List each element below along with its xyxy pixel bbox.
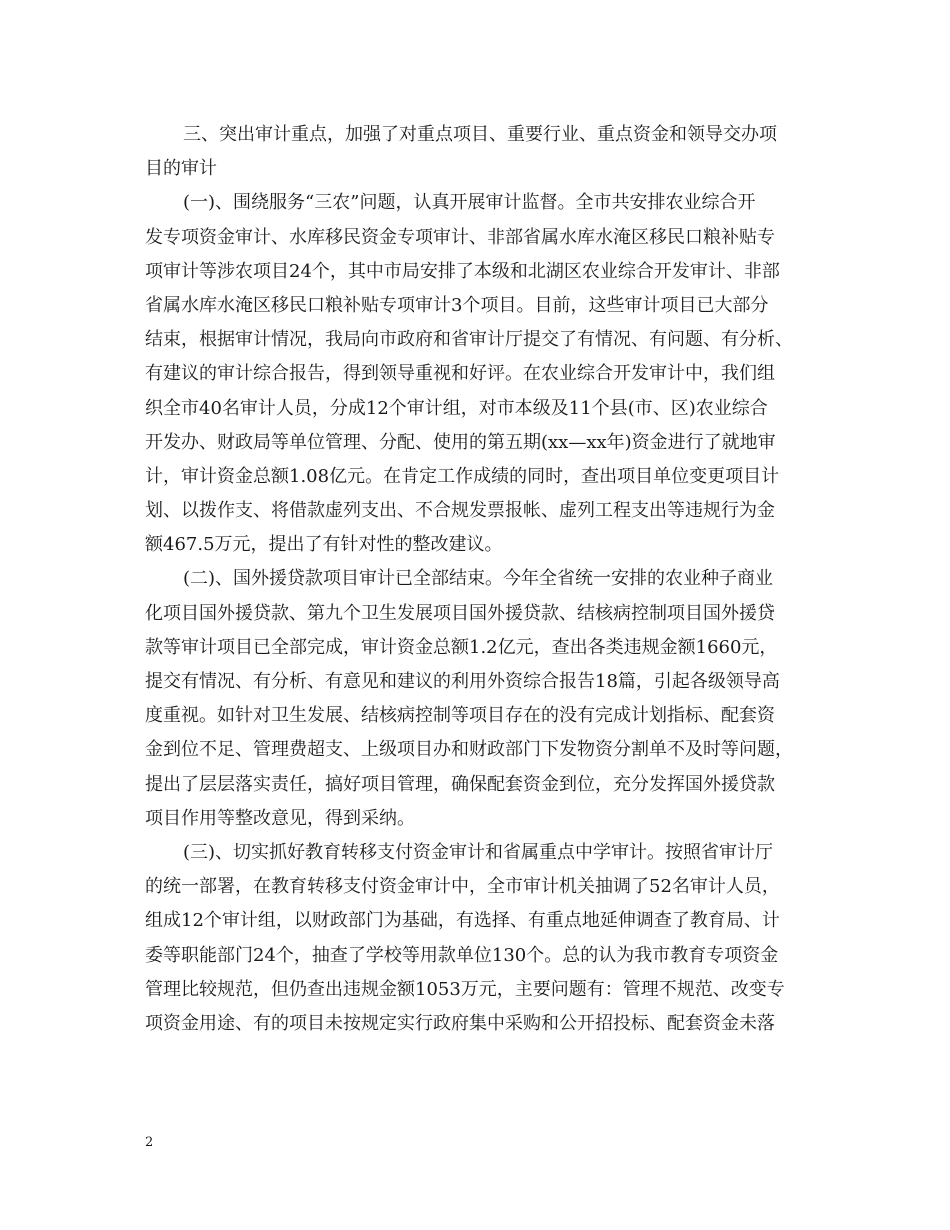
text-line: 计，审计资金总额1.08亿元。在肯定工作成绩的同时，查出项目单位变更项目计 xyxy=(145,465,780,487)
text-line: 度重视。如针对卫生发展、结核病控制等项目存在的没有完成计划指标、配套资 xyxy=(145,705,775,727)
text-line: (二)、国外援贷款项目审计已全部结束。今年全省统一安排的农业种子商业 xyxy=(183,568,774,590)
text-line: 的统一部署，在教育转移支付资金审计中，全市审计机关抽调了52名审计人员， xyxy=(145,876,780,898)
text-line: 提出了层层落实责任，搞好项目管理，确保配套资金到位，充分发挥国外援贷款 xyxy=(145,773,775,795)
body-text xyxy=(145,118,810,1041)
text-line: 款等审计项目已全部完成，审计资金总额1.2亿元，查出各类违规金额1660元， xyxy=(145,636,778,658)
text-line: 有建议的审计综合报告，得到领导重视和好评。在农业综合开发审计中，我们组 xyxy=(145,363,775,385)
text-line: 项资金用途、有的项目未按规定实行政府集中采购和公开招投标、配套资金未落 xyxy=(145,1012,775,1034)
text-line: 化项目国外援贷款、第九个卫生发展项目国外援贷款、结核病控制项目国外援贷 xyxy=(145,602,775,624)
text-line: 目的审计 xyxy=(145,158,217,180)
text-line: (一)、围绕服务“三农”问题，认真开展审计监督。全市共安排农业综合开 xyxy=(183,192,756,214)
text-line: 项目作用等整改意见，得到采纳。 xyxy=(145,807,415,829)
text-line: 委等职能部门24个，抽查了学校等用款单位130个。总的认为我市教育专项资金 xyxy=(145,944,779,966)
text-line: (三)、切实抓好教育转移支付资金审计和省属重点中学审计。按照省审计厅 xyxy=(183,841,774,863)
text-line: 金到位不足、管理费超支、上级项目办和财政部门下发物资分割单不及时等问题， xyxy=(145,739,793,761)
text-line: 划、以拨作支、将借款虚列支出、不合规发票报帐、虚列工程支出等违规行为金 xyxy=(145,500,775,522)
text-line: 管理比较规范，但仍查出违规金额1053万元，主要问题有：管理不规范、改变专 xyxy=(145,978,785,1000)
text-line: 组成12个审计组，以财政部门为基础，有选择、有重点地延伸调查了教育局、计 xyxy=(145,910,780,932)
text-line: 省属水库水淹区移民口粮补贴专项审计3个项目。目前，这些审计项目已大部分 xyxy=(145,294,769,316)
text-line: 提交有情况、有分析、有意见和建议的利用外资综合报告18篇，引起各级领导高 xyxy=(145,671,780,692)
page-number: 2 xyxy=(145,1135,154,1150)
text-line: 织全市40名审计人员，分成12个审计组，对市本级及11个县(市、区)农业综合 xyxy=(145,397,768,419)
text-line: 开发办、财政局等单位管理、分配、使用的第五期(xx—xx年)资金进行了就地审 xyxy=(145,431,776,453)
text-line: 额467.5万元，提出了有针对性的整改建议。 xyxy=(145,534,503,556)
text-line: 发专项资金审计、水库移民资金专项审计、非部省属水库水淹区移民口粮补贴专 xyxy=(145,226,775,248)
text-line: 三、突出审计重点，加强了对重点项目、重要行业、重点资金和领导交办项 xyxy=(183,124,777,145)
text-line: 结束，根据审计情况，我局向市政府和省审计厅提交了有情况、有问题、有分析、 xyxy=(145,329,793,351)
text-line: 项审计等涉农项目24个，其中市局安排了本级和北湖区农业综合开发审计、非部 xyxy=(145,260,780,282)
